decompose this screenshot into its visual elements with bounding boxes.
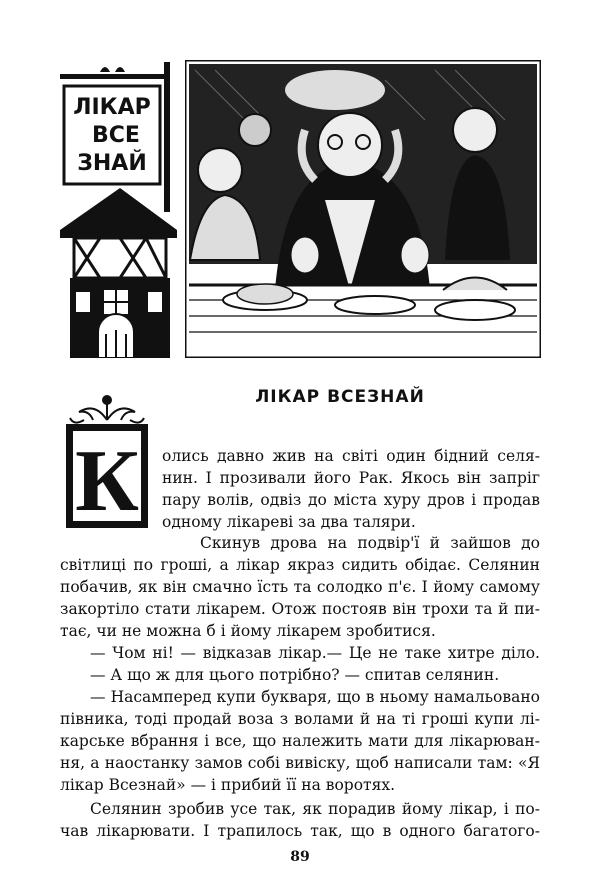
text-line-15: ня, а наостанку замов собі вивіску, щоб написали там: «Я: [60, 754, 540, 772]
text-line-1: олись давно жив на світі один бідний селя-: [162, 447, 540, 465]
text-line-14: карське вбрання і все, що належить мати для лікарюван-: [60, 732, 540, 750]
text-line-2: нин. І прозивали його Рак. Якось він запріг: [162, 469, 540, 487]
text-line-9: тає, чи не можна б і йому лікарем зробитися.: [60, 622, 436, 640]
text-line-8: закортіло стати лікарем. Отож постояв він трохи та й пи-: [60, 600, 540, 618]
text-line-3: пару волів, одвіз до міста хуру дров і продав: [162, 491, 540, 509]
dining-scene-illustration: [185, 60, 541, 358]
text-line-17: Селянин зробив усе так, як порадив йому лікар, і по-: [90, 800, 540, 818]
text-line-13: півника, тоді продай воза з волами й на ті гроші купи лі-: [60, 710, 540, 728]
drop-cap-letter: К: [75, 433, 139, 530]
text-line-4: одному лікареві за два таляри.: [162, 513, 416, 531]
text-line-11: — А що ж для цього потрібно? — спитав селянин.: [90, 666, 500, 684]
story-title: ЛІКАР ВСЕЗНАЙ: [255, 387, 425, 407]
sign-illustration: [60, 60, 177, 358]
text-line-6: світлиці по гроші, а лікар якраз сидить обідає. Селянин: [60, 556, 540, 574]
sign-line-1: ЛІКАР: [73, 95, 151, 120]
text-line-10: — Чом ні! — відказав лікар.— Це не таке хитре діло.: [90, 644, 540, 662]
sign-line-3: ЗНАЙ: [77, 151, 147, 176]
text-line-18: чав лікарювати. І трапилось так, що в одного багатого-: [60, 822, 540, 840]
page-number: 89: [290, 849, 310, 865]
drop-cap-ornament: [62, 390, 152, 530]
sign-line-2: ВСЕ: [92, 123, 140, 148]
text-line-7: побачив, як він смачно їсть та солодко п'є. І йому самому: [60, 578, 540, 596]
text-line-16: лікар Всезнай» — і прибий її на воротях.: [60, 776, 396, 794]
text-line-5: Скинув дрова на подвір'ї й зайшов до: [200, 534, 540, 552]
text-line-12: — Насамперед купи букваря, що в ньому намальовано: [90, 688, 540, 706]
